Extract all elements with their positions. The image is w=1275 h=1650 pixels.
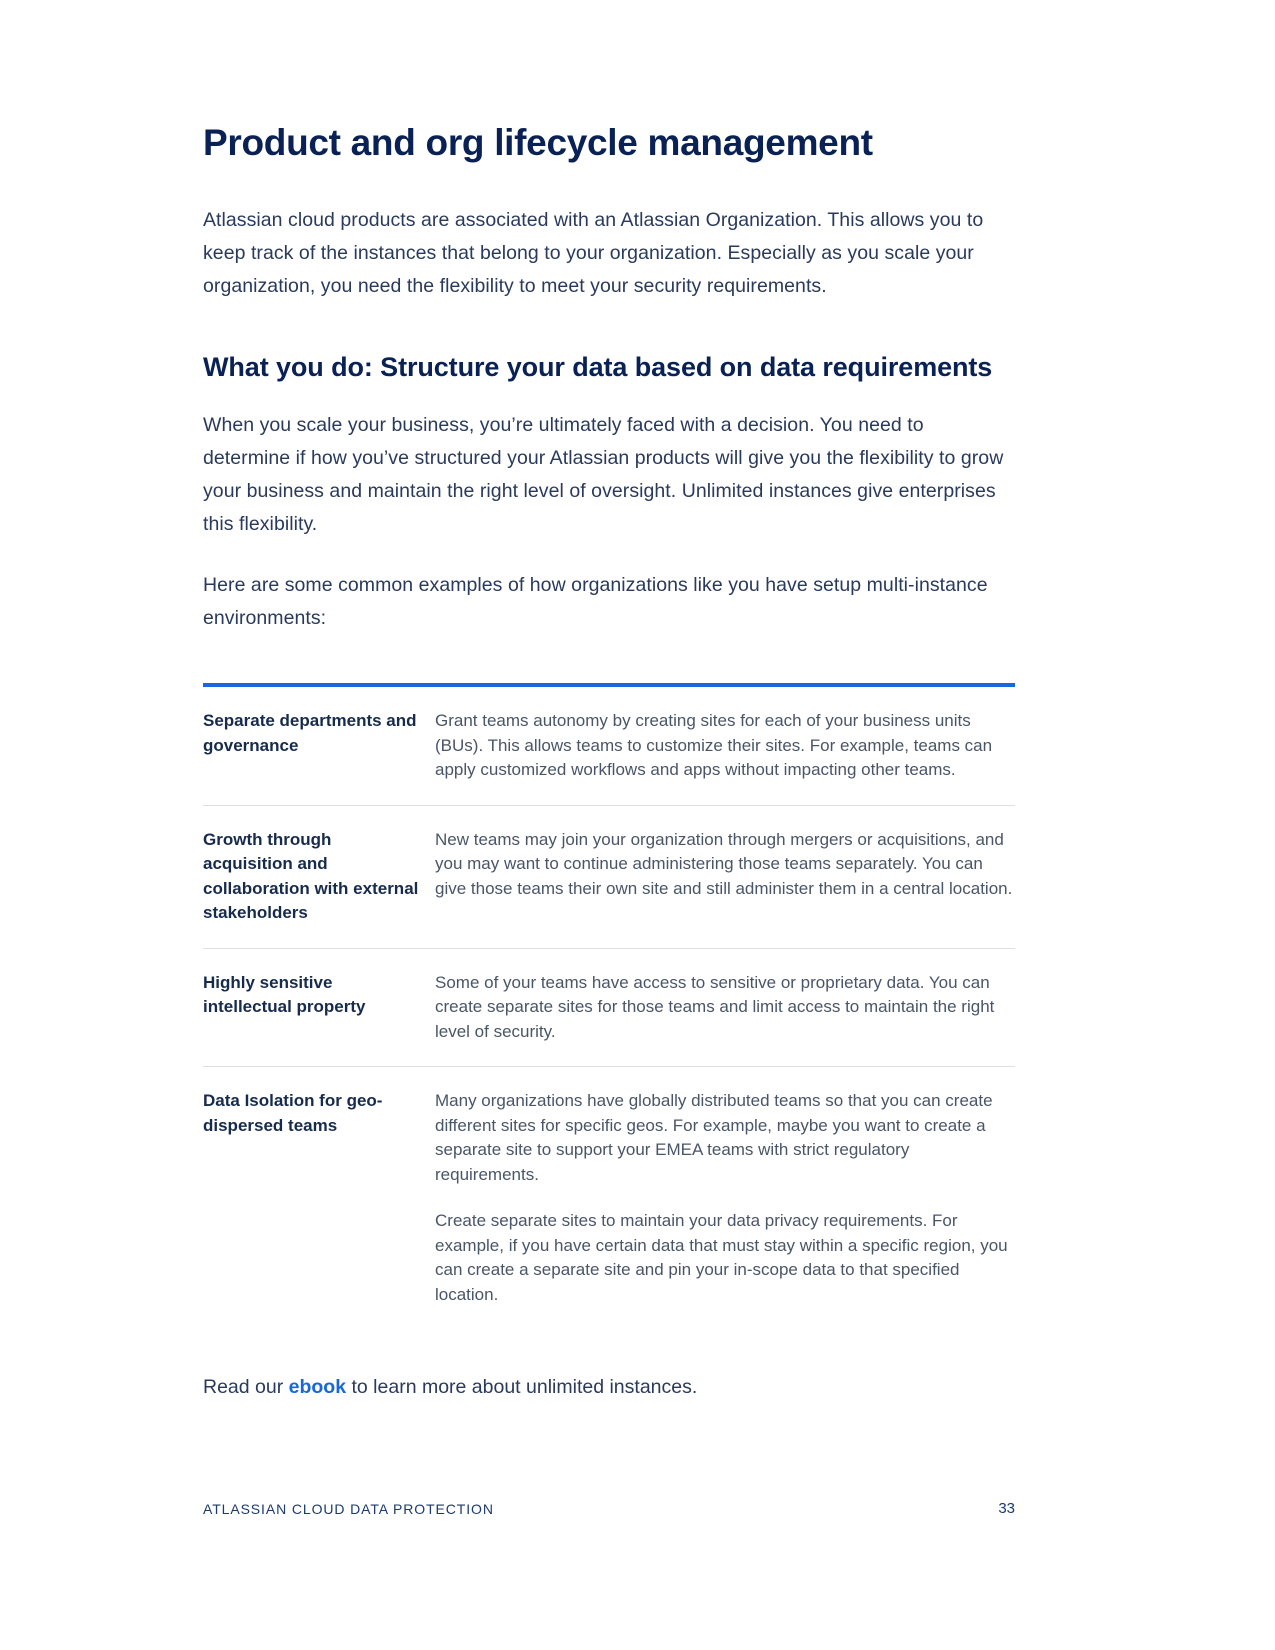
table-row-label: Growth through acquisition and collaboration with external stakeholders <box>203 829 419 922</box>
table-row-paragraph: Create separate sites to maintain your data privacy requirements. For example, if you have certain data that must stay within a specific region, you can create a separate site and pin your in-scope data to that specified location. <box>435 1211 1008 1304</box>
page-title: Product and org lifecycle management <box>203 122 873 163</box>
table-row-label: Data Isolation for geo-dispersed teams <box>203 1091 383 1135</box>
table-row-paragraph: Some of your teams have access to sensitive or proprietary data. You can create separate sites for those teams and limit access to maintain the right level of security. <box>435 972 995 1041</box>
table-row-label: Separate departments and governance <box>203 711 417 755</box>
examples-table <box>203 683 1015 1329</box>
table-row-paragraph: Many organizations have globally distributed teams so that you can create different sites for specific geos. For example, maybe you want to create a separate site to support your EMEA teams with strict regulatory requirements. <box>435 1091 993 1184</box>
section-heading: What you do: Structure your data based on data requirements <box>203 352 993 382</box>
table-row <box>203 1067 1015 1329</box>
closing-text-before: Read our <box>203 1376 289 1398</box>
closing-text-after: to learn more about unlimited instances. <box>346 1376 698 1398</box>
table-row <box>203 806 1015 949</box>
body-paragraph-1: When you scale your business, you’re ultimately faced with a decision. You need to determine if how you’ve structured your Atlassian products will give you the flexibility to grow your business and maintain the right level of oversight. Unlimited instances give enterprises this flexibility. <box>203 414 1004 535</box>
footer-label: ATLASSIAN CLOUD DATA PROTECTION <box>203 1500 494 1517</box>
table-row-paragraph: Grant teams autonomy by creating sites for each of your business units (BUs). This allows teams to customize their sites. For example, teams can apply customized workflows and apps without impacting other teams. <box>435 711 993 779</box>
intro-paragraph: Atlassian cloud products are associated with an Atlassian Organization. This allows you to keep track of the instances that belong to your organization. Especially as you scale your organization, you need the flexibility to meet your security requirements. <box>203 209 984 297</box>
table-row-description <box>435 828 1015 926</box>
page-footer <box>203 1500 1015 1517</box>
table-row-description <box>435 709 1015 783</box>
page-content <box>203 120 1015 1404</box>
body-paragraph-2: Here are some common examples of how organizations like you have setup multi-instance environments: <box>203 574 988 629</box>
table-row-description <box>435 1089 1015 1307</box>
table-row <box>203 687 1015 806</box>
table-row <box>203 949 1015 1068</box>
table-row-paragraph: New teams may join your organization through mergers or acquisitions, and you may want to continue administering those teams separately. You can give those teams their own site and still administer them in a central location. <box>435 829 1013 898</box>
table-row-label: Highly sensitive intellectual property <box>203 972 366 1016</box>
closing-line <box>203 1371 1015 1404</box>
table-row-description <box>435 971 1015 1045</box>
ebook-link[interactable]: ebook <box>288 1376 347 1398</box>
footer-page-number: 33 <box>998 1500 1015 1517</box>
